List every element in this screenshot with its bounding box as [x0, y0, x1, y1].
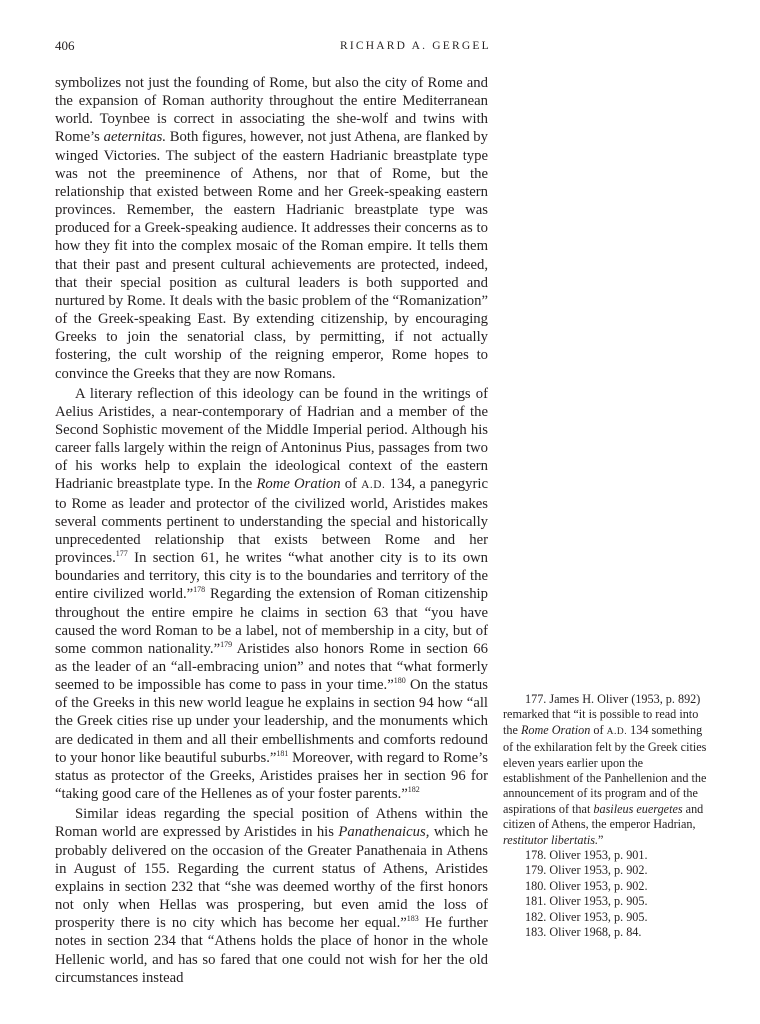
- text-run: 183. Oliver 1968, p. 84.: [525, 925, 642, 940]
- italic-text: aeternitas.: [103, 129, 167, 146]
- page-header: [0, 38, 760, 58]
- text-run: and citizen of Athens, the emperor Hadrian,: [503, 801, 704, 832]
- footnote: [503, 879, 708, 894]
- footnote: [503, 692, 708, 848]
- footnote: [503, 894, 708, 909]
- text-run: which he probably delivered on the occasion of the Greater Panathenaia in Athens in August of 155. Regarding the current status of Athens, Aristides explains in section 232 that “she was deemed worthy of the first honors not only when Hellas was prospering, but even amid the loss of prosperity there is no city which has become her equal.”: [55, 824, 488, 932]
- text-run: In section 61, he writes “what another city is to its own boundaries and territory, this city is to the boundaries and territory of the entire civilized world.”: [55, 550, 488, 603]
- text-run: 178. Oliver 1953, p. 901.: [525, 848, 648, 863]
- paragraph: [55, 805, 488, 987]
- footnote-ref: 181: [276, 748, 289, 758]
- italic-text: restitutor libertatis.: [503, 832, 599, 847]
- main-text: [55, 74, 488, 987]
- page-number: 406: [55, 38, 75, 53]
- footnote: [503, 910, 708, 925]
- running-head: RICHARD A. GERGEL: [340, 40, 491, 52]
- paragraph: [55, 74, 488, 383]
- footnote-ref: 177: [115, 549, 128, 559]
- footnote: [503, 848, 708, 863]
- text-run: Moreover, with regard to Rome’s status as protector of the Greeks, Aristides praises her in section 96 for “taking good care of the Hellenes as of your foster parents.”: [55, 749, 488, 803]
- text-run: Regarding the extension of Roman citizenship throughout the entire empire he claims in section 63 that “you have caused the word Roman to be a label, not of membership in a city, but of some common nationality.”: [55, 586, 488, 657]
- text-run: 177. James H. Oliver (1953, p. 892) remarked that “it is possible to read into the: [503, 692, 701, 737]
- footnote: [503, 925, 708, 940]
- text-run: 134 something of the exhilaration felt by the Greek cities eleven years earlier upon the establishment of the Panhellenion and the announcement of its program and of the aspirations of that: [503, 722, 707, 816]
- text-run: of: [340, 476, 362, 493]
- paragraph: [55, 385, 488, 804]
- footnote-ref: 179: [220, 639, 233, 649]
- small-caps-text: A.D.: [361, 479, 386, 492]
- footnote-ref: 180: [393, 676, 406, 686]
- text-run: Similar ideas regarding the special position of Athens within the Roman world are expressed by Aristides in his: [55, 806, 488, 841]
- text-run: 180. Oliver 1953, p. 902.: [525, 878, 648, 893]
- text-run: 134, a panegyric to Rome as leader and protector of the civilized world, Aristides makes several comments pertinent to understanding the special and historically unprecedented relationship that exists between Rome and her provinces.: [55, 476, 488, 567]
- footnote-ref: 182: [407, 785, 420, 795]
- italic-text: basileus euergetes: [593, 801, 683, 816]
- text-run: Both figures, however, not just Athena, are flanked by winged Victories. The subject of the eastern Hadrianic breastplate type was not the preeminence of Athens, nor that of Rome, but the relationship that existed between Rome and her Greek-speaking eastern provinces. Remember, the eastern Hadrianic breastplate type was produced for a Greek-speaking audience. It addresses their concerns as to how they fit into the complex mosaic of the Roman empire. It tells them that their past and present cultural achievements are protected, indeed, that their special position as cultural leaders is both supported and nurtured by Rome. It deals with the basic problem of the “Romanization” of the Greek-speaking East. By extending citizenship, by encouraging Greeks to join the senatorial class, by permitting, if not actually fostering, the cult worship of the reigning emperor, Rome hopes to convince the Greeks that they are now Romans.: [55, 129, 488, 382]
- text-run: 181. Oliver 1953, p. 905.: [525, 894, 648, 909]
- text-run: He further notes in section 234 that “Athens holds the place of honor in the whole Hellenic world, and has so fared that one could not wish for her the old circumstances instead: [55, 915, 488, 986]
- footnotes: [503, 692, 708, 941]
- text-run: On the status of the Greeks in this new world league he explains in section 94 how “all the Greek cities rise up under your leadership, and the monuments which are dedicated in them and all their embellishments and comforts redound to your honor like beautiful suburbs.”: [55, 677, 488, 766]
- text-run: ”: [598, 832, 604, 847]
- footnote-ref: 183: [406, 914, 419, 924]
- text-run: 179. Oliver 1953, p. 902.: [525, 863, 648, 878]
- italic-text: Panathenaicus,: [338, 824, 430, 841]
- footnote: [503, 863, 708, 878]
- small-caps-text: A.D.: [606, 726, 628, 737]
- italic-text: Rome Oration: [256, 476, 341, 493]
- italic-text: Rome Oration: [520, 722, 591, 737]
- text-run: Aristides also honors Rome in section 66 as the leader of an “all-embracing union” and notes that “what formerly seemed to be impossible has come to pass in your time.”: [55, 640, 488, 694]
- footnote-ref: 178: [193, 585, 206, 595]
- text-run: A literary reflection of this ideology can be found in the writings of Aelius Aristides, a near-contemporary of Hadrian and a member of the Second Sophistic movement of the Middle Imperial period. Although his career falls largely within the reign of Antoninus Pius, passages from two of his works help to explain the ideological context of the eastern Hadrianic breastplate type. In the: [55, 385, 488, 493]
- text-run: of: [590, 722, 607, 737]
- text-run: 182. Oliver 1953, p. 905.: [525, 909, 648, 924]
- text-run: symbolizes not just the founding of Rome, but also the city of Rome and the expansion of Roman authority throughout the entire Mediterranean world. Toynbee is correct in associating the she-wolf and twins with Rome’s: [55, 75, 488, 146]
